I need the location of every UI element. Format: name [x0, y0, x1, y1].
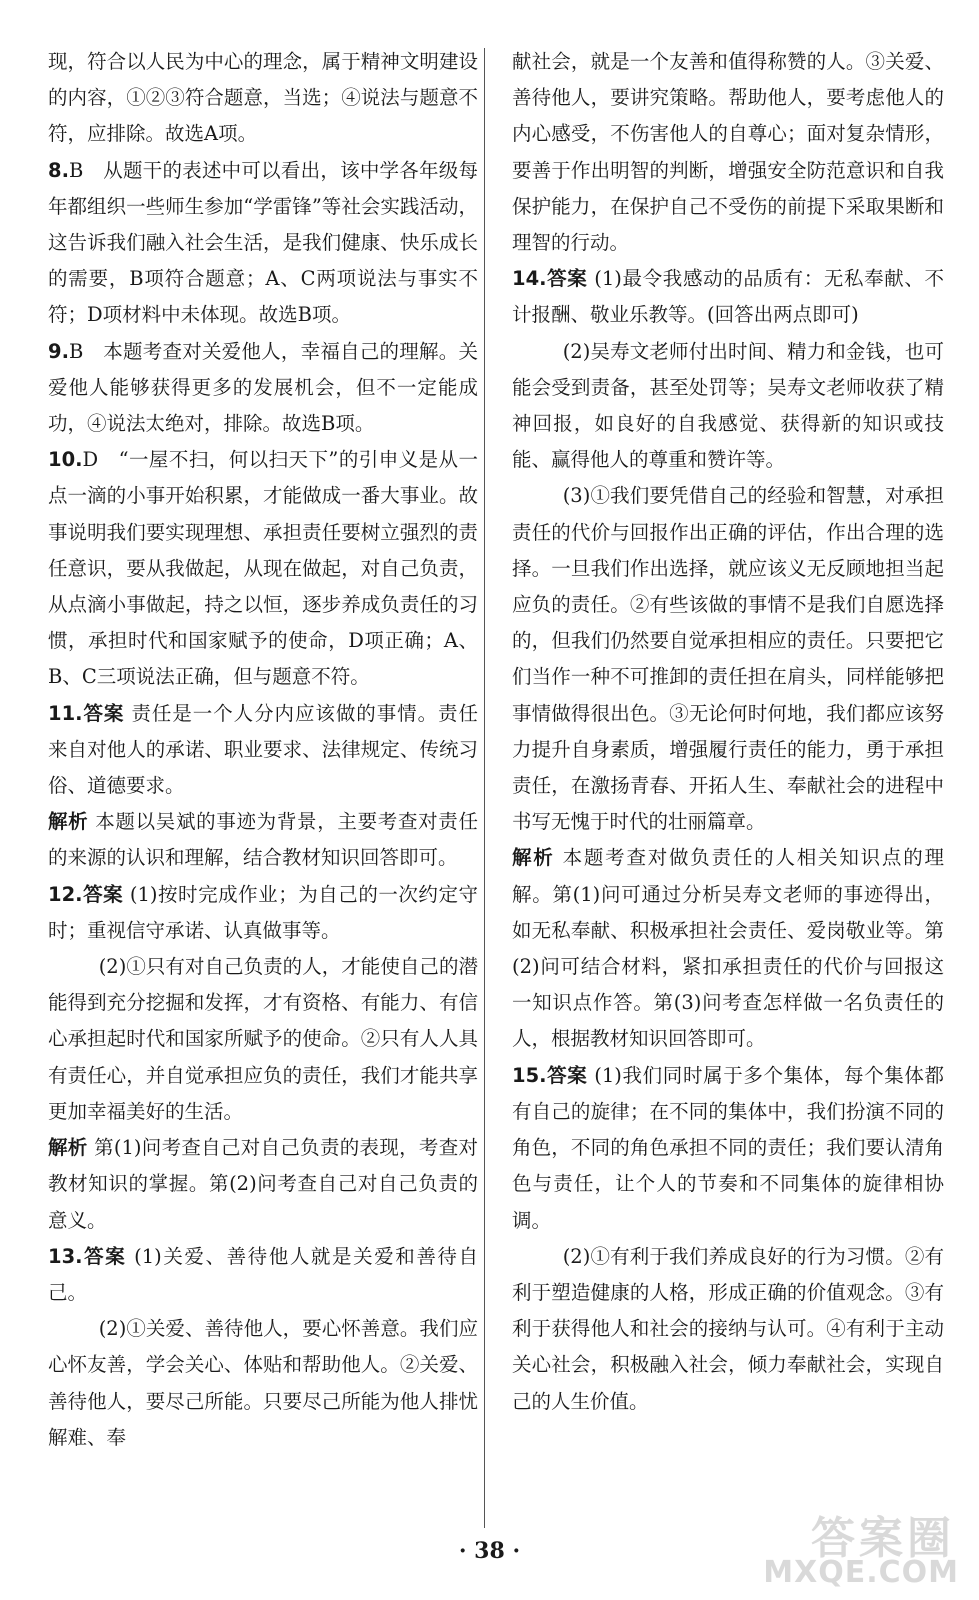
watermark-title: 答案圈: [811, 1513, 955, 1564]
answer-part-1: (1)最令我感动的品质有：无私奉献、不计报酬、敬业乐教等。(回答出两点即可): [512, 267, 945, 327]
question-14-analysis: [512, 840, 944, 1057]
question-text: D “一屋不扫，何以扫天下”的引申义是从一点一滴的小事开始积累，才能做成一番大事业。故事说明我们要实现理想、承担责任要树立强烈的责任意识，要从我做起，从现在做起，对自己负责，从点滴小事做起，持之以恒，逐步养成负责任的习惯，承担时代和国家赋予的使命，D项正确；A、B、C三项说法正确，但与题意不符。: [48, 448, 478, 689]
answer-part-2: (2)吴寿文老师付出时间、精力和金钱，也可能会受到责备，甚至处罚等；吴寿文老师收获了精神回报，如良好的自我感觉、获得新的知识或技能、赢得他人的尊重和赞许等。: [512, 339, 944, 472]
question-number: 10.: [48, 448, 83, 472]
question-8: [48, 153, 478, 334]
analysis-label: 解析: [48, 1136, 88, 1160]
analysis-text: 本题考查对做负责任的人相关知识点的理解。第(1)问可通过分析吴寿文老师的事迹得出，如无私奉献、积极承担社会责任、爱岗敬业等。第(2)问可结合材料，紧扣承担责任的代价与回报这一知识点作答。第(3)问考查怎样做一名负责任的人，根据教材知识回答即可。: [512, 846, 944, 1051]
answer-label: 答案: [82, 1244, 127, 1268]
column-divider: [484, 48, 485, 1528]
question-number: 8.: [48, 158, 69, 182]
analysis-label: 解析: [48, 810, 89, 834]
question-text: B 本题考查对关爱他人，幸福自己的理解。关爱他人能够获得更多的发展机会，但不一定能成功，④说法太绝对，排除。故选B项。: [48, 339, 478, 436]
answer-part-1: (1)我们同时属于多个集体，每个集体都有自己的旋律；在不同的集体中，我们扮演不同的角色，不同的角色承担不同的责任；我们要认清角色与责任，让个人的节奏和不同集体的旋律相协调。: [512, 1063, 945, 1232]
answer-part-2: (2)①关爱、善待他人，要心怀善意。我们应心怀友善，学会关心、体贴和帮助他人。②关爱、善待他人，要尽己所能。只要尽己所能为他人排忧解难、奉: [48, 1317, 478, 1449]
question-number: 11.: [48, 701, 83, 725]
answer-part-2: (2)①有利于我们养成良好的行为习惯。②有利于塑造健康的人格，形成正确的价值观念。③有利于获得他人和社会的接纳与认可。④有利于主动关心社会，积极融入社会，倾力奉献社会，实现自己的人生价值。: [512, 1244, 944, 1413]
question-11-analysis: [48, 804, 478, 876]
question-12-analysis: [48, 1130, 478, 1239]
answer-text: 责任是一个人分内应该做的事情。责任来自对他人的承诺、职业要求、法律规定、传统习俗、道德要求。: [48, 701, 478, 798]
question-15-answer: [512, 1058, 944, 1239]
answer-part-3: (3)①我们要凭借自己的经验和智慧，对承担责任的代价与回报作出正确的评估，作出合理的选择。一旦我们作出选择，就应该义无反顾地担当起应负的责任。②有些该做的事情不是我们自愿选择的，但我们仍然要自觉承担相应的责任。只要把它们当作一种不可推卸的责任担在肩头，同样能够把事情做得很出色。③无论何时何地，我们都应该努力提升自身素质，增强履行责任的能力，勇于承担责任，在激扬青春、开拓人生、奉献社会的进程中书写无愧于时代的壮丽篇章。: [512, 484, 944, 834]
question-text: B 从题干的表述中可以看出，该中学各年级每年都组织一些师生参加“学雷锋”等社会实践活动，这告诉我们融入社会生活，是我们健康、快乐成长的需要，B项符合题意；A、C两项说法与事实不符；D项材料中未体现。故选B项。: [48, 158, 478, 327]
watermark-logo: [763, 1502, 969, 1594]
answer-label: 答案: [546, 1063, 588, 1087]
question-number: 15.: [512, 1063, 547, 1087]
question-12-answer: [48, 877, 478, 949]
question-number: 9.: [48, 339, 69, 363]
question-10: [48, 442, 478, 695]
question-9: [48, 334, 478, 443]
question-11-answer: [48, 696, 478, 805]
question-number: 14.: [512, 267, 547, 291]
answer-part-2: (2)①只有对自己负责的人，才能使自己的潜能得到充分挖掘和发挥，才有资格、有能力、有信心承担起时代和国家所赋予的使命。②只有人人具有责任心，并自觉承担应负的责任，我们才能共享更加幸福美好的生活。: [48, 955, 478, 1123]
continued-paragraph: 献社会，就是一个友善和值得称赞的人。③关爱、善待他人，要讲究策略。帮助他人，要考虑他人的内心感受，不伤害他人的自尊心；面对复杂情形，要善于作出明智的判断，增强安全防范意识和自我保护能力，在保护自己不受伤的前提下采取果断和理智的行动。: [512, 50, 944, 255]
page-number: · 38 ·: [458, 1538, 521, 1564]
answer-part-1: (1)按时完成作业；为自己的一次约定守时；重视信守承诺、认真做事等。: [48, 882, 478, 942]
answer-part-1: (1)关爱、善待他人就是关爱和善待自己。: [48, 1244, 479, 1304]
question-number: 12.: [48, 882, 83, 906]
answer-label: 答案: [82, 701, 125, 725]
question-13-answer: [48, 1239, 478, 1311]
question-14-answer: [512, 261, 944, 333]
analysis-text: 第(1)问考查自己对自己负责的表现，考查对教材知识的掌握。第(2)问考查自己对自己负责的意义。: [48, 1136, 478, 1232]
continued-paragraph: 现，符合以人民为中心的理念，属于精神文明建设的内容，①②③符合题意，当选；④说法与题意不符，应排除。故选A项。: [48, 50, 478, 146]
analysis-label: 解析: [512, 846, 555, 870]
watermark-url: MXQE.COM: [763, 1555, 959, 1590]
answer-label: 答案: [546, 267, 588, 291]
question-number: 13.: [48, 1244, 83, 1268]
analysis-text: 本题以吴斌的事迹为背景，主要考查对责任的来源的认识和理解，结合教材知识回答即可。: [48, 810, 478, 870]
answer-label: 答案: [82, 882, 124, 906]
left-column: [48, 44, 478, 1456]
right-column: [512, 44, 944, 1420]
